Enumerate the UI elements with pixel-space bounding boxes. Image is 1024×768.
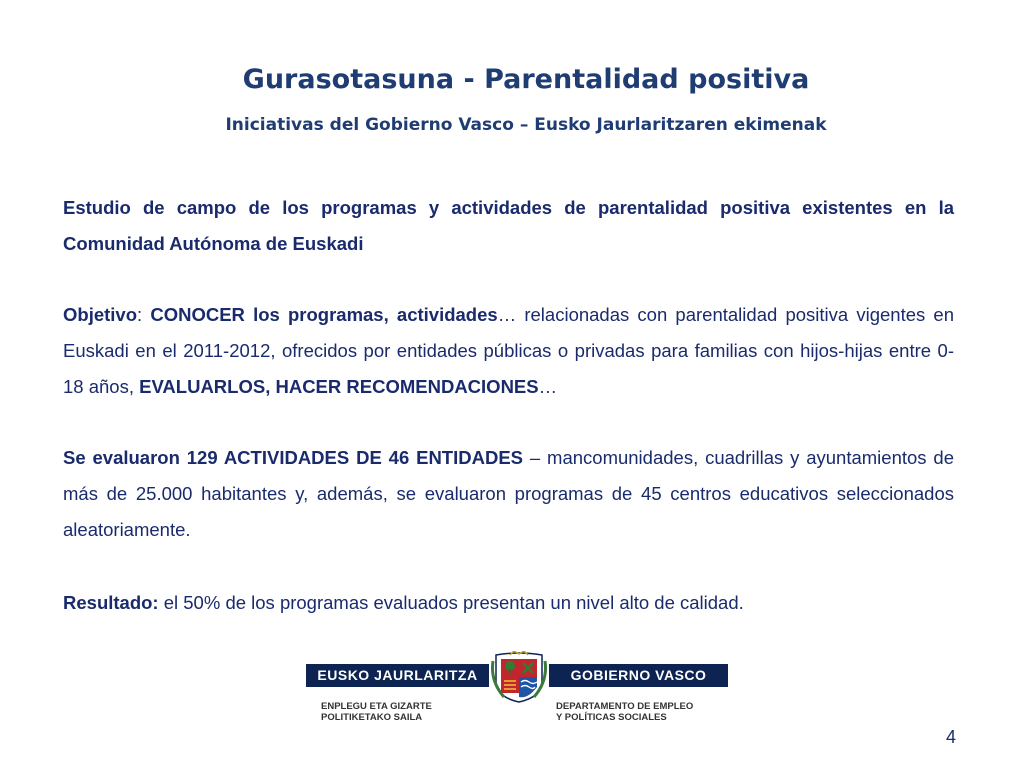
logo-department-basque	[321, 701, 432, 723]
paragraph-resultado	[63, 585, 954, 621]
evaluacion-bold: Se evaluaron 129 ACTIVIDADES DE 46 ENTIDADES	[63, 447, 524, 468]
paragraph-estudio	[63, 190, 954, 262]
objetivo-bold-2: EVALUARLOS, HACER RECOMENDACIONES	[139, 376, 539, 397]
paragraph-evaluacion	[63, 440, 954, 548]
basque-coat-of-arms-icon	[490, 651, 548, 703]
logo-department-basque-line1: ENPLEGU ETA GIZARTE	[321, 701, 432, 712]
objetivo-text-2: …	[538, 376, 558, 397]
logo-band-gobierno-vasco: GOBIERNO VASCO	[549, 664, 728, 687]
objetivo-colon: :	[137, 304, 151, 325]
logo-department-spanish-line1: DEPARTAMENTO DE EMPLEO	[556, 701, 694, 712]
logo-department-basque-line2: POLITIKETAKO SAILA	[321, 712, 423, 723]
estudio-text: Estudio de campo de los programas y actividades de parentalidad positiva existentes en la Comunidad Autónoma de Euskadi	[63, 197, 954, 254]
logo-band-eusko-jaurlaritza: EUSKO JAURLARITZA	[306, 664, 489, 687]
logo-department-spanish-line2: Y POLÍTICAS SOCIALES	[556, 712, 667, 723]
evaluacion-text: – mancomunidades, cuadrillas y ayuntamientos de más de 25.000 habitantes y, además, se evaluaron programas de 45 centros educativos seleccionados aleatoriamente.	[63, 447, 954, 540]
objetivo-label: Objetivo	[63, 304, 138, 325]
objetivo-bold-1: CONOCER los programas, actividades	[150, 304, 498, 325]
logo-department-spanish	[556, 701, 693, 723]
objetivo-text-1: … relacionadas con parentalidad positiva vigentes en Euskadi en el 2011-2012, ofrecidos por entidades públicas o privadas para familias con hijos-hijas entre 0-18 años,	[63, 304, 954, 397]
paragraph-objetivo	[63, 297, 954, 405]
resultado-text: el 50% de los programas evaluados presentan un nivel alto de calidad.	[158, 592, 744, 613]
page-number: 4	[946, 727, 957, 747]
resultado-label: Resultado:	[63, 592, 159, 613]
slide-subtitle: Iniciativas del Gobierno Vasco – Eusko Jaurlaritzaren ekimenak	[225, 115, 827, 135]
slide-title: Gurasotasuna - Parentalidad positiva	[242, 64, 810, 95]
